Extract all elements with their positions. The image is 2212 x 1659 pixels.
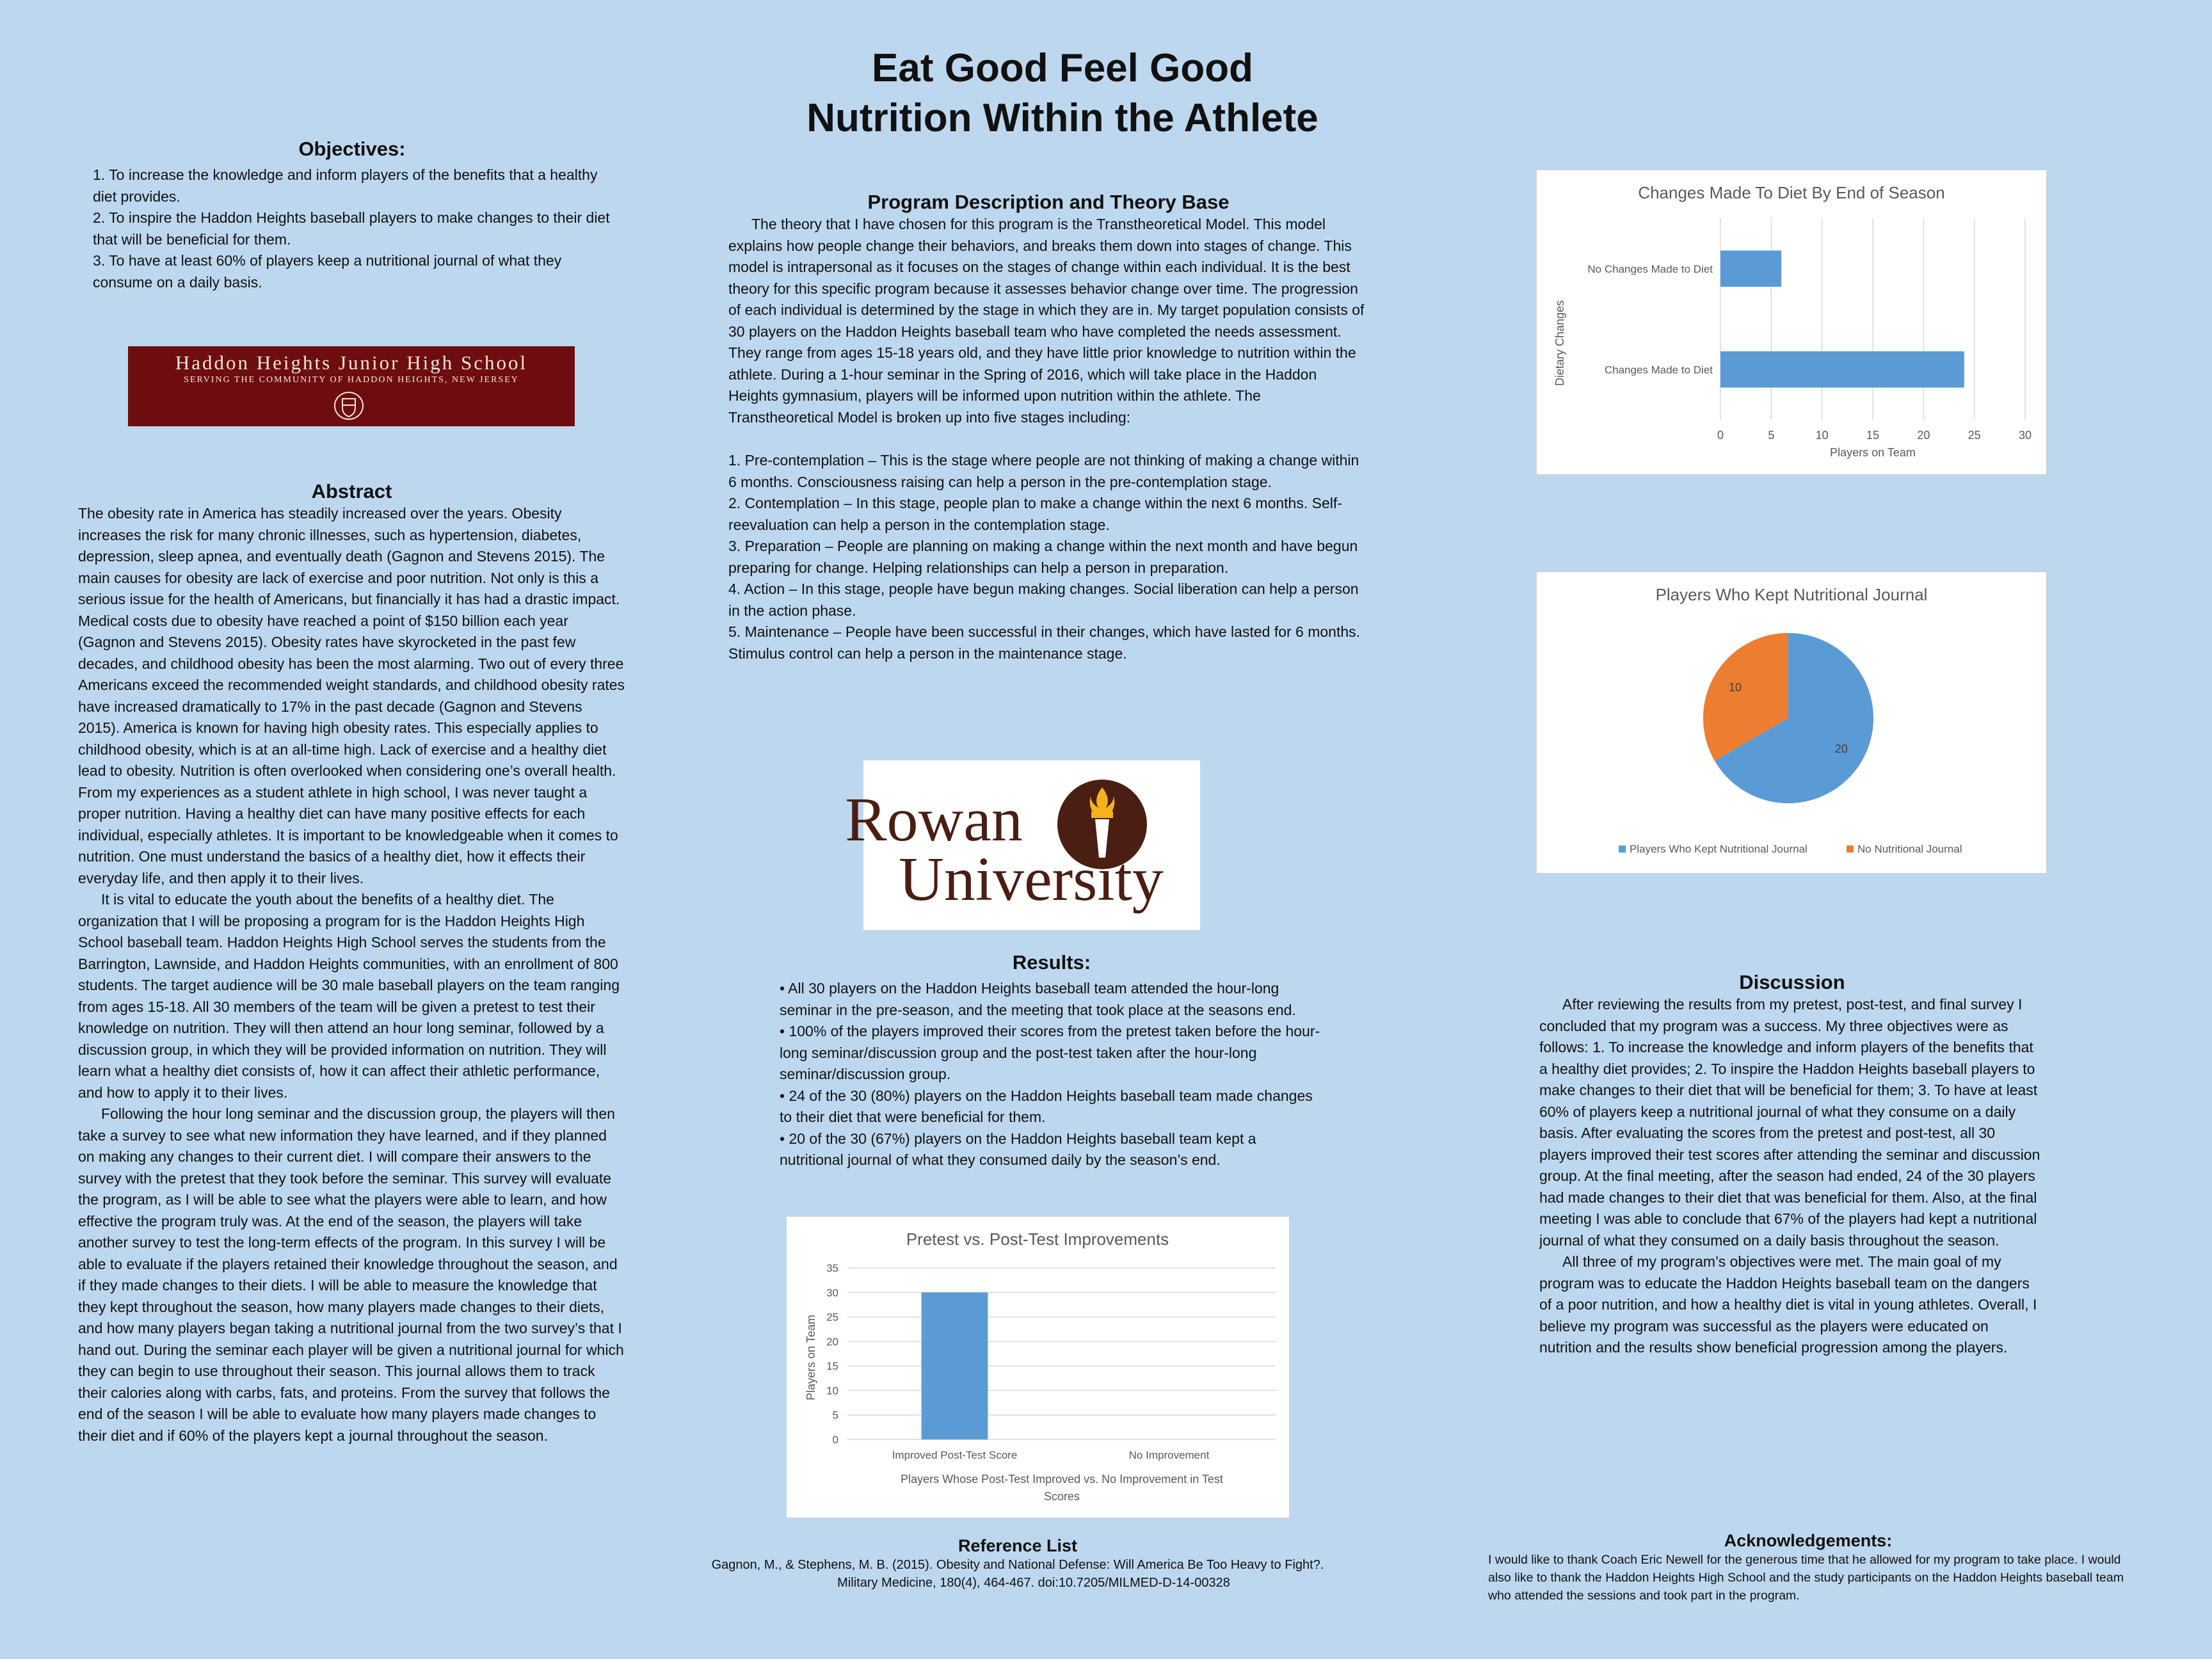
university-logo-graphic bbox=[845, 760, 1200, 930]
y-tick-label: 15 bbox=[826, 1360, 838, 1373]
legend-swatch bbox=[1847, 846, 1854, 853]
pretest-chart-svg bbox=[787, 1217, 1289, 1518]
y-tick-label: 20 bbox=[826, 1335, 838, 1348]
stage-item: 4. Action – In this stage, people have begun making changes. Social liberation can help a person in the action phase. bbox=[728, 581, 1359, 619]
legend-label: No Nutritional Journal bbox=[1857, 843, 1962, 855]
title-line-2: Nutrition Within the Athlete bbox=[806, 96, 1318, 140]
objectives-section bbox=[93, 138, 611, 293]
objectives-heading: Objectives: bbox=[298, 138, 406, 160]
school-crest-icon bbox=[333, 391, 365, 421]
y-tick-label: 25 bbox=[826, 1311, 838, 1324]
objectives-list bbox=[93, 164, 611, 293]
y-tick-label: 10 bbox=[826, 1384, 838, 1397]
objective-item: 3. To have at least 60% of players keep a nutritional journal of what they consume on a daily basis. bbox=[93, 252, 562, 291]
school-logo-tagline: SERVING THE COMMUNITY OF HADDON HEIGHTS, NEW JERSEY bbox=[184, 375, 519, 385]
chart-x-axis-label-line1: Players Whose Post-Test Improved vs. No Improvement in Test bbox=[901, 1473, 1223, 1486]
chart-title: Changes Made To Diet By End of Season bbox=[1638, 183, 1945, 202]
legend-label: Players Who Kept Nutritional Journal bbox=[1630, 843, 1807, 855]
university-logo-line2: University bbox=[899, 845, 1164, 914]
x-tick-label: 20 bbox=[1917, 429, 1930, 442]
results-list bbox=[780, 978, 1324, 1171]
chart-x-axis-label: Players on Team bbox=[1830, 446, 1916, 459]
acknowledgements-text: I would like to thank Coach Eric Newell for the generous time that he allowed for my program to take place. I would also like to thank the Haddon Heights High School and the study participants on the Haddon Heights baseball team who attended the sessions and took part in the program. bbox=[1488, 1553, 2124, 1603]
reference-entry: Gagnon, M., & Stephens, M. B. (2015). Obesity and National Defense: Will America Be Too Heavy to Fight?. Military Medicine, 180(4), 464-467. doi:10.7205/MILMED-D-14-00328 bbox=[711, 1558, 1324, 1590]
diet-changes-chart-svg bbox=[1537, 170, 2046, 474]
y-tick-label: 0 bbox=[832, 1434, 838, 1446]
journal-pie-chart bbox=[1536, 572, 2047, 874]
discussion-heading: Discussion bbox=[1739, 971, 1845, 993]
school-logo bbox=[128, 346, 575, 426]
result-item: • 20 of the 30 (67%) players on the Haddon Heights baseball team kept a nutritional journal of what they consumed daily by the season’s end. bbox=[780, 1130, 1256, 1168]
category-label: Improved Post-Test Score bbox=[892, 1449, 1018, 1461]
slice-value-label: 10 bbox=[1729, 681, 1742, 694]
stage-item: 5. Maintenance – People have been successful in their changes, which have lasted for 6 months. Stimulus control can help a person in the maintenance stage. bbox=[728, 623, 1361, 662]
abstract-paragraph: The obesity rate in America has steadily increased over the years. Obesity increases the risk for many chronic illnesses, such as hypertension, diabetes, depression, sleep apnea, and eventually death (Gagnon and Stevens 2015). The main causes for obesity are lack of exercise and poor nutrition. Not only is this a serious issue for the health of Americans, but financially it has had a drastic impact. Medical costs due to obesity have reached a point of $150 billion each year (Gagnon and Stevens 2015). Obesity rates have skyrocketed in the past few decades, and childhood obesity has been the most alarming. Two out of every three Americans exceed the recommended weight standards, and childhood obesity rates have increased dramatically to 17% in the past decade (Gagnon and Stevens 2015). America is known for having high obesity rates. This especially applies to childhood obesity, which is at an all-time high. Lack of exercise and a healthy diet lead to obesity. Nutrition is often overlooked when considering one’s overall health. From my experiences as a student athlete in high school, I was never taught a proper nutrition. Having a healthy diet can have many positive effects for each individual, especially athletes. It is important to be knowledgeable when it comes to nutrition. One must understand the basics of a healthy diet, how it effects their everyday life, and then apply it to their lives. bbox=[78, 505, 625, 886]
results-section bbox=[780, 951, 1324, 1171]
references-heading: Reference List bbox=[958, 1536, 1078, 1555]
bar bbox=[922, 1292, 988, 1439]
university-logo bbox=[845, 760, 1200, 930]
discussion-section bbox=[1539, 971, 2045, 1359]
diet-changes-chart bbox=[1536, 170, 2047, 475]
chart-title: Players Who Kept Nutritional Journal bbox=[1655, 585, 1928, 604]
discussion-paragraph: After reviewing the results from my pretest, post-test, and final survey I concluded that my program was a success. My three objectives were as follows: 1. To increase the knowledge and inform players of the benefits that a healthy diet provides; 2. To inspire the Haddon Heights baseball players to make changes to their diet that will be beneficial for them; 3. To have at least 60% of players keep a nutritional journal of what they consume on a daily basis. After evaluating the scores from the pretest and post-test, all 30 players improved their test scores after attending the seminar and discussion group. At the final meeting, after the season had ended, 24 of the 30 players had made changes to their diet that was beneficial for them. Also, at the final meeting I was able to conclude that 67% of the players had kept a nutritional journal of what they consumed on a daily basis throughout the season. bbox=[1539, 996, 2040, 1249]
chart-title: Pretest vs. Post-Test Improvements bbox=[906, 1230, 1169, 1249]
x-tick-label: 10 bbox=[1815, 429, 1829, 442]
title-line-1: Eat Good Feel Good bbox=[872, 46, 1253, 90]
journal-pie-chart-svg bbox=[1537, 572, 2046, 873]
x-tick-label: 5 bbox=[1768, 429, 1775, 442]
program-intro: The theory that I have chosen for this program is the Transtheoretical Model. This model explains how people change their behaviors, and breaks them down into stages of change. This model is intrapersonal as it focuses on the stages of change within each individual. It is the best theory for this specific program because it assesses behavior change over time. The progression of each individual is determined by the stage in which they are in. My target population consists of 30 players on the Haddon Heights baseball team who have completed the needs assessment. They range from ages 15-18 years old, and they have little prior knowledge to nutrition within the athlete. During a 1-hour seminar in the Spring of 2016, which will take place in the Haddon Heights gymnasium, players will be informed upon nutrition within the athlete. The Transtheoretical Model is broken up into five stages including: bbox=[728, 216, 1365, 426]
x-tick-label: 15 bbox=[1866, 429, 1880, 442]
stage-item: 2. Contemplation – In this stage, people plan to make a change within the next 6 months. Self-reevaluation can help a person in the contemplation stage. bbox=[728, 495, 1342, 533]
acknowledgements-heading: Acknowledgements: bbox=[1724, 1531, 1893, 1550]
references-section bbox=[698, 1536, 1338, 1592]
category-label: No Changes Made to Diet bbox=[1587, 262, 1713, 275]
slice-value-label: 20 bbox=[1834, 742, 1848, 755]
bar bbox=[1720, 351, 1964, 388]
poster-title bbox=[678, 44, 1447, 143]
objective-item: 1. To increase the knowledge and inform players of the benefits that a healthy diet provides. bbox=[93, 166, 598, 205]
program-heading: Program Description and Theory Base bbox=[867, 191, 1230, 213]
bar bbox=[1720, 250, 1781, 287]
school-logo-name: Haddon Heights Junior High School bbox=[175, 351, 528, 374]
discussion-paragraph: All three of my program’s objectives were met. The main goal of my program was to educate the Haddon Heights baseball team on the dangers of a poor nutrition, and how a healthy diet is vital in young athletes. Overall, I believe my program was successful as the players were educated on nutrition and the results show beneficial progression among the players. bbox=[1539, 1253, 2037, 1356]
stage-item: 1. Pre-contemplation – This is the stage where people are not thinking of making a change within 6 months. Consciousness raising can help a person in the pre-contemplation stage. bbox=[728, 452, 1359, 490]
x-tick-label: 0 bbox=[1717, 429, 1724, 442]
y-tick-label: 30 bbox=[826, 1286, 838, 1299]
category-label: Changes Made to Diet bbox=[1604, 364, 1713, 376]
chart-y-axis-label: Players on Team bbox=[805, 1315, 817, 1400]
y-tick-label: 5 bbox=[832, 1409, 838, 1422]
chart-x-axis-label-line2: Scores bbox=[1043, 1490, 1080, 1503]
result-item: • 24 of the 30 (80%) players on the Haddon Heights baseball team made changes to their diet that were beneficial for them. bbox=[780, 1087, 1313, 1125]
university-logo-line1: Rowan bbox=[845, 785, 1023, 854]
program-section bbox=[728, 191, 1368, 664]
acknowledgements-section bbox=[1488, 1531, 2128, 1605]
stage-item: 3. Preparation – People are planning on making a change within the next month and have begun preparing for change. Helping relationships can help a person in preparation. bbox=[728, 538, 1358, 576]
result-item: • All 30 players on the Haddon Heights baseball team attended the hour-long seminar in the pre-season, and the meeting that took place at the seasons end. bbox=[780, 980, 1296, 1018]
y-tick-label: 35 bbox=[826, 1262, 838, 1274]
pretest-chart bbox=[786, 1216, 1290, 1518]
result-item: • 100% of the players improved their scores from the pretest taken before the hour-long seminar/discussion group and the post-test taken after the hour-long seminar/discussion group. bbox=[780, 1023, 1320, 1082]
x-tick-label: 30 bbox=[2018, 429, 2032, 442]
abstract-paragraph: It is vital to educate the youth about the benefits of a healthy diet. The organization that I will be proposing a program for is the Haddon Heights High School baseball team. Haddon Heights High School serves the students from the Barrington, Lawnside, and Haddon Heights communities, with an enrollment of 800 students. The target audience will be 30 male baseball players on the team ranging from ages 15-18. All 30 members of the team will be given a pretest to test their knowledge on nutrition. They will then attend an hour long seminar, followed by a discussion group, in which they will be provided information on nutrition. They will learn what a healthy diet consists of, how it can affect their athletic performance, and how to apply it to their lives. bbox=[78, 891, 620, 1101]
abstract-paragraph: Following the hour long seminar and the discussion group, the players will then take a survey to see what new information they have learned, and if they planned on making any changes to their current diet. I will compare their answers to the survey with the pretest that they took before the seminar. This survey will evaluate the program, as I will be able to see what the players were able to learn, and how effective the program truly was. At the end of the season, the players will take another survey to test the long-term effects of the program. In this survey I will be able to evaluate if the players retained their knowledge throughout the season, and if they made changes to their diets. I will be able to measure the knowledge that they kept throughout the season, how many players made changes to their diets, and how many players began taking a nutritional journal from the two survey’s that I hand out. During the seminar each player will be given a nutritional journal for which they can begin to use throughout their season. This journal allows them to track their calories along with carbs, fats, and proteins. From the survey that follows the end of the season I will be able to evaluate how many players made changes to their diet and if 60% of the players kept a journal throughout the season. bbox=[78, 1105, 624, 1444]
objective-item: 2. To inspire the Haddon Heights baseball players to make changes to their diet that will be beneficial for them. bbox=[93, 209, 610, 248]
results-heading: Results: bbox=[1012, 951, 1091, 974]
x-tick-label: 25 bbox=[1968, 429, 1981, 442]
abstract-section bbox=[78, 480, 625, 1447]
chart-y-axis-label: Dietary Changes bbox=[1553, 300, 1566, 387]
abstract-heading: Abstract bbox=[311, 480, 392, 502]
category-label: No Improvement bbox=[1128, 1449, 1210, 1461]
legend-swatch bbox=[1619, 846, 1626, 853]
